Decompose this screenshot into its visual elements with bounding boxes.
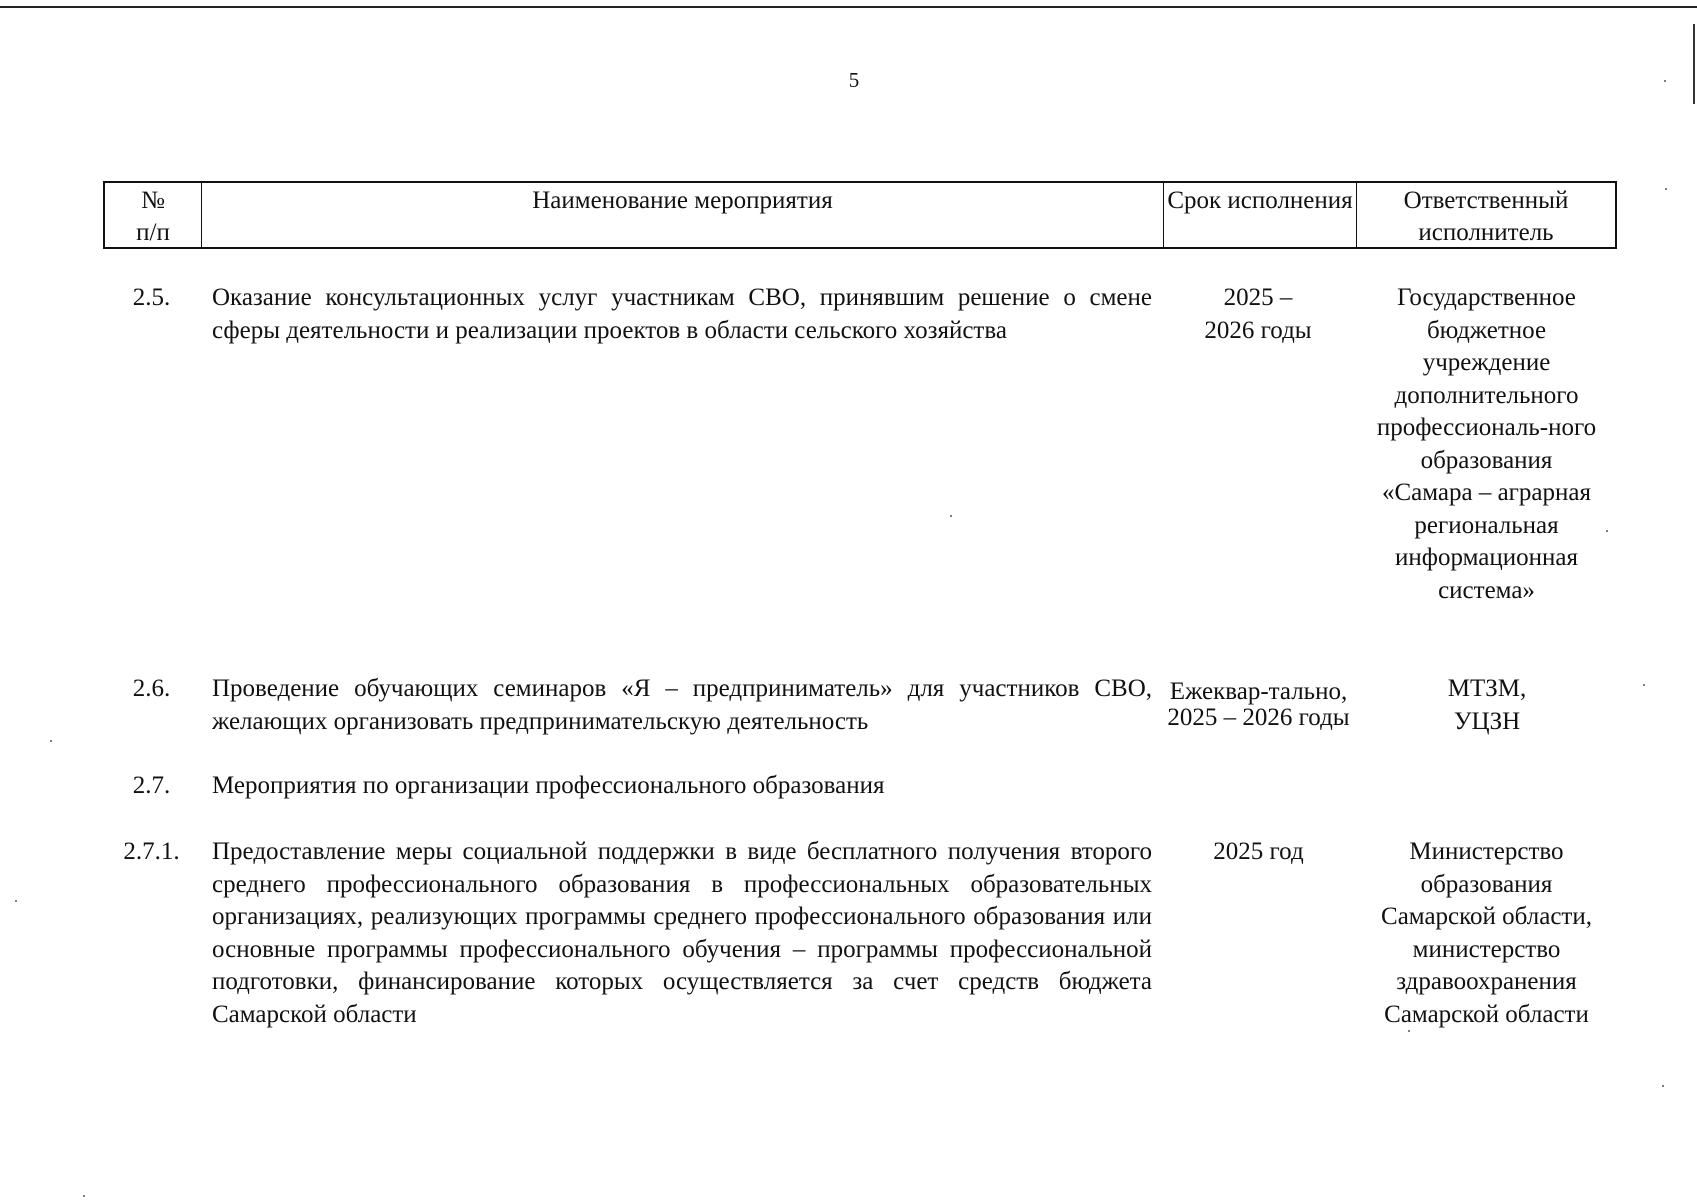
top-border-line xyxy=(0,6,1697,8)
row-number: 2.5. xyxy=(132,284,171,311)
header-responsible: Ответственный исполнитель xyxy=(1403,187,1569,246)
row-name: Предоставление меры социальной поддержки в виде бесплатного получения второго среднего профессионального образования в профессиональных образовательных организациях, реализующих программы среднего профессионального образования или основные программы профессионального обучения – программы профессиональной подготовки, финансирование которых осуществляется за счет средств бюджета Самарской области xyxy=(212,838,1152,1028)
row-term: Ежеквар-тально, 2025 – 2026 годы xyxy=(1167,678,1350,731)
scan-speck xyxy=(1408,1030,1410,1032)
row-term: 2025 – 2026 годы xyxy=(1204,284,1312,344)
header-num xyxy=(105,183,202,249)
scan-speck xyxy=(50,740,52,742)
page-number: 5 xyxy=(848,68,860,92)
header-name: Наименование мероприятия xyxy=(202,183,1164,249)
scan-speck xyxy=(1643,684,1645,686)
scan-speck xyxy=(15,900,17,902)
scan-speck xyxy=(1664,80,1666,82)
row-number: 2.7. xyxy=(132,772,171,799)
header-term: Срок исполнения xyxy=(1164,183,1357,249)
row-name: Оказание консультационных услуг участникам СВО, принявшим решение о смене сферы деятельности и реализации проектов в области сельского хозяйства xyxy=(212,284,1152,344)
row-name: Проведение обучающих семинаров «Я – предприниматель» для участников СВО, желающих организовать предпринимательскую деятельность xyxy=(212,675,1152,735)
table-header xyxy=(103,181,1617,249)
row-number: 2.7.1. xyxy=(123,838,180,865)
row-responsible: МТЗМ, УЦЗН xyxy=(1447,675,1527,735)
row-name: Мероприятия по организации профессионального образования xyxy=(212,772,885,799)
scan-speck xyxy=(1662,1085,1664,1087)
row-number: 2.6. xyxy=(132,675,171,702)
header-num-label: № п/п xyxy=(136,187,170,246)
scan-speck xyxy=(83,1195,85,1197)
scan-speck xyxy=(1606,530,1608,532)
row-responsible: Государственное бюджетное учреждение дополнительного профессиональ-ного образования «Самара – аграрная региональная информационная система» xyxy=(1376,284,1597,604)
scan-speck xyxy=(950,515,952,517)
scan-speck xyxy=(1665,188,1667,190)
row-responsible: Министерство образования Самарской области, министерство здравоохранения Самарской области xyxy=(1381,838,1592,1028)
row-term: 2025 год xyxy=(1213,838,1304,865)
